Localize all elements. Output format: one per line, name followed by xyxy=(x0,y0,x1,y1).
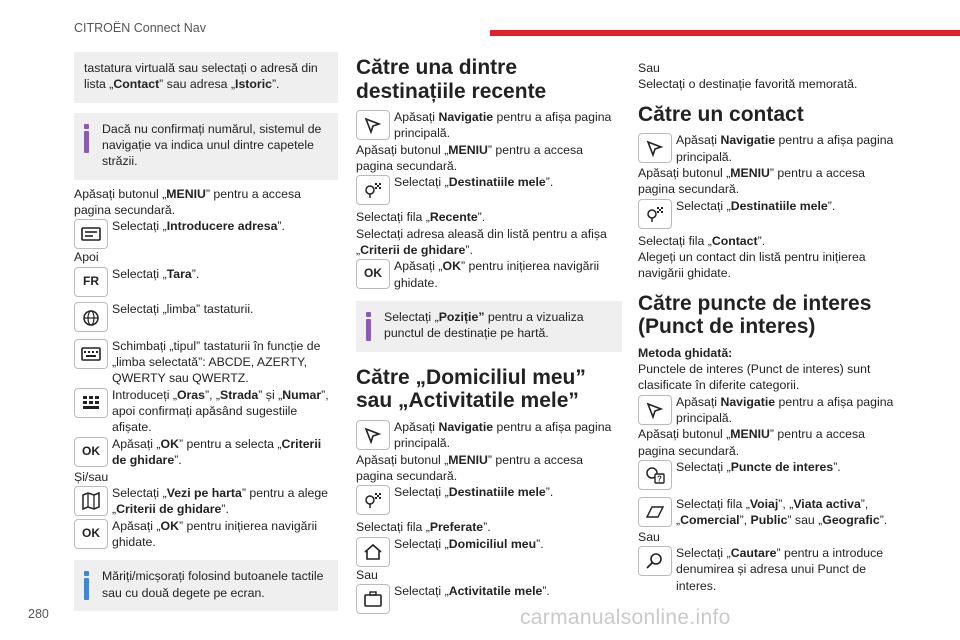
step-limba: Selectați „limba” tastaturii. xyxy=(112,301,254,316)
heading-domiciliu: Către „Domiciliul meu” sau „Activitatile mele” xyxy=(356,365,586,413)
ok-icon: OK xyxy=(74,519,108,549)
step-destinatiile: Selectați „Destinatiile mele”. xyxy=(676,198,836,213)
menu-instruction: Apăsați butonul „MENIU” pentru a accesa pagina secundară. xyxy=(638,427,865,458)
step-ok-criterii: Apăsați „OK” pentru a selecta „Criterii de ghidare”. xyxy=(112,436,322,468)
info-icon xyxy=(84,571,89,600)
heading-contact: Către un contact xyxy=(638,102,804,126)
navigation-arrow-icon xyxy=(356,110,390,140)
heading-recente: Către una dintre destinațiile recente xyxy=(356,56,547,103)
menu-instruction: Apăsați butonul „MENIU” pentru a accesa pagina secundară. xyxy=(74,186,301,218)
menu-instruction: Apăsați butonul „MENIU” pentru a accesa pagina secundară. xyxy=(356,452,583,483)
apoi-text: Apoi xyxy=(74,250,99,265)
briefcase-icon xyxy=(356,584,390,614)
keyboard-type-icon xyxy=(74,339,108,369)
keyboard-icon xyxy=(74,219,108,249)
destinations-pin-icon xyxy=(356,175,390,205)
ok-icon: OK xyxy=(356,259,390,289)
intro-text: tastatura virtuală sau selectați o adresă din lista „Contact” sau adresa „Istoric”. xyxy=(84,61,318,92)
info-icon xyxy=(84,124,89,153)
adresa-text: Selectați adresa aleasă din listă pentru a afișa „Criterii de ghidare”. xyxy=(356,226,607,258)
menu-instruction: Apăsați butonul „MENIU” pentru a accesa pagina secundară. xyxy=(356,142,583,174)
step-destinatiile: Selectați „Destinatiile mele”. xyxy=(394,175,554,190)
column-1 xyxy=(74,52,338,611)
step-tara: Selectați „Tara”. xyxy=(112,266,200,281)
step-cautare: Selectați „Cautare” pentru a introduce denumirea și adresa unui Punct de interes. xyxy=(676,546,884,593)
favorita-text: Selectați o destinație favorită memorată. xyxy=(638,77,858,92)
metoda-label: Metoda ghidată: xyxy=(638,345,733,360)
step-tipul: Schimbați „tipul” tastaturii în funcție de „limba selectată”: ABCDE, AZERTY, QWERTY sau QWERTZ. xyxy=(112,338,321,386)
step-domiciliu: Selectați „Domiciliul meu”. xyxy=(394,536,544,551)
step-navigatie: Apăsați Navigatie pentru a afișa pagina principală. xyxy=(676,394,894,426)
heading-poi: Către puncte de interes (Punct de interes) xyxy=(638,291,872,339)
navigation-arrow-icon xyxy=(638,395,672,425)
step-destinatiile: Selectați „Destinatiile mele”. xyxy=(394,485,554,500)
menu-instruction: Apăsați butonul „MENIU” pentru a accesa pagina secundară. xyxy=(638,165,865,197)
column-2 xyxy=(356,56,622,614)
step-ok-init: Apăsați „OK” pentru inițierea navigării ghidate. xyxy=(394,259,600,290)
step-activitatile: Selectați „Activitatile mele”. xyxy=(394,583,550,598)
search-icon xyxy=(638,546,672,576)
step-navigatie: Apăsați Navigatie pentru a afișa pagina principală. xyxy=(394,419,612,451)
note-pozitie xyxy=(356,301,622,352)
svg-text:?: ? xyxy=(657,474,662,484)
step-harta: Selectați „Vezi pe harta” pentru a alege „Criterii de ghidare”. xyxy=(112,485,329,517)
step-voiaj: Selectați fila „Voiaj”, „Viata activa”, „Comercial”, Public” sau „Geografic”. xyxy=(676,497,888,528)
fila-preferate: Selectați fila „Preferate”. xyxy=(356,520,491,535)
poi-text: Punctele de interes (Punct de interes) sunt clasificate în diferite categorii. xyxy=(638,361,871,393)
note-text: Dacă nu confirmați numărul, sistemul de navigație va indica unul dintre capetele străzii. xyxy=(102,121,322,169)
language-globe-icon xyxy=(74,302,108,332)
step-introducere: Selectați „Introducere adresa”. xyxy=(112,219,285,234)
column-3 xyxy=(638,60,904,594)
note-confirm-number xyxy=(74,113,338,180)
destinations-pin-icon xyxy=(638,199,672,229)
info-icon xyxy=(366,312,371,341)
intro-box xyxy=(74,52,338,103)
note-text: Măriți/micșorați folosind butoanele tactile sau cu două degete pe ecran. xyxy=(102,569,324,600)
fila-recente: Selectați fila „Recente”. xyxy=(356,210,486,225)
destinations-pin-icon xyxy=(356,485,390,515)
step-navigatie: Apăsați Navigatie pentru a afișa pagina principală. xyxy=(676,133,894,164)
grid-keyboard-icon xyxy=(74,388,108,418)
sau-text: Sau xyxy=(638,61,660,75)
ok-icon: OK xyxy=(74,437,108,467)
tag-icon xyxy=(638,497,672,527)
note-text: Selectați „Poziție” pentru a vizualiza punctul de destinație pe hartă. xyxy=(384,310,584,341)
fila-contact: Selectați fila „Contact”. xyxy=(638,233,766,248)
step-navigatie: Apăsați Navigatie pentru a afișa pagina principală. xyxy=(394,110,612,141)
watermark: carmanualsonline.info xyxy=(520,606,731,629)
navigation-arrow-icon xyxy=(356,420,390,450)
alegeti-text: Alegeți un contact din listă pentru inițierea navigării ghidate. xyxy=(638,249,866,281)
map-icon xyxy=(74,486,108,516)
step-ok-init: Apăsați „OK” pentru inițierea navigării ghidate. xyxy=(112,518,318,549)
home-icon xyxy=(356,537,390,567)
fr-icon: FR xyxy=(74,267,108,297)
header-accent-bar xyxy=(490,30,960,36)
page-number: 280 xyxy=(28,607,49,621)
si-sau-text: Și/sau xyxy=(74,469,109,484)
sau-text: Sau xyxy=(638,529,660,544)
navigation-arrow-icon xyxy=(638,133,672,163)
sau-text: Sau xyxy=(356,567,378,582)
poi-question-icon xyxy=(638,460,672,490)
header-title: CITROËN Connect Nav xyxy=(74,21,206,35)
step-puncte: Selectați „Puncte de interes”. xyxy=(676,460,841,475)
note-zoom xyxy=(74,560,338,611)
step-oras: Introduceți „Oras”, „Strada” și „Numar”, apoi confirmați apăsând sugestiile afișate. xyxy=(112,387,329,435)
